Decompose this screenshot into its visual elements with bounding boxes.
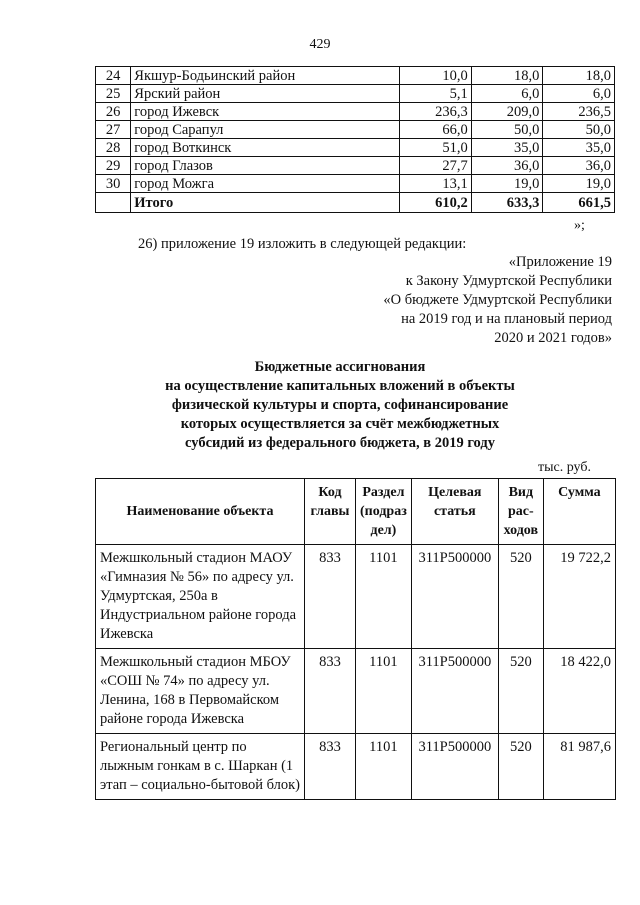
document-heading (0, 358, 640, 453)
heading-line: которых осуществляется за счёт межбюджетных (180, 416, 500, 432)
value-2019: 51,0 (400, 139, 472, 157)
municipality-name: город Глазов (131, 157, 400, 175)
value-2019: 236,3 (400, 103, 472, 121)
appendix-line: 2020 и 2021 годов» (494, 330, 612, 346)
target-cell: 311P500000 (411, 734, 498, 800)
header-section: Раздел (подраз дел) (356, 479, 412, 545)
row-number: 29 (96, 157, 131, 175)
object-name: Межшкольный стадион МБОУ «СОШ № 74» по адресу ул. Ленина, 168 в Первомайском районе города Ижевска (96, 649, 305, 734)
table-row (96, 545, 616, 649)
header-type: Вид рас- ходов (498, 479, 543, 545)
target-cell: 311P500000 (411, 649, 498, 734)
row-number: 30 (96, 175, 131, 193)
heading-line: Бюджетные ассигнования (254, 359, 426, 375)
value-2021: 50,0 (543, 121, 615, 139)
table-row (96, 139, 615, 157)
row-number: 26 (96, 103, 131, 121)
municipal-allocation-table (95, 66, 615, 213)
value-2019: 66,0 (400, 121, 472, 139)
table-row (96, 121, 615, 139)
municipality-name: Якшур-Бодьинский район (131, 67, 400, 85)
value-2020: 18,0 (471, 67, 543, 85)
table-row (96, 175, 615, 193)
type-cell: 520 (498, 734, 543, 800)
total-2019: 610,2 (400, 193, 472, 213)
type-cell: 520 (498, 545, 543, 649)
value-2020: 19,0 (471, 175, 543, 193)
section-cell: 1101 (356, 545, 412, 649)
header-target: Целевая статья (411, 479, 498, 545)
row-number: 25 (96, 85, 131, 103)
object-name: Межшкольный стадион МАОУ «Гимназия № 56» по адресу ул. Удмуртская, 250а в Индустриальном районе города Ижевска (96, 545, 305, 649)
value-2021: 19,0 (543, 175, 615, 193)
table-row (96, 157, 615, 175)
heading-line: физической культуры и спорта, софинансирование (171, 397, 509, 413)
closing-quote: »; (574, 218, 585, 233)
total-2021: 661,5 (543, 193, 615, 213)
section-cell: 1101 (356, 649, 412, 734)
appendix-line: «О бюджете Удмуртской Республики (383, 292, 612, 308)
municipality-name: город Ижевск (131, 103, 400, 121)
value-2020: 50,0 (471, 121, 543, 139)
type-cell: 520 (498, 649, 543, 734)
total-row (96, 193, 615, 213)
heading-line: на осуществление капитальных вложений в объекты (165, 378, 515, 394)
value-2020: 209,0 (471, 103, 543, 121)
table-row (96, 67, 615, 85)
municipality-name: город Сарапул (131, 121, 400, 139)
value-2020: 36,0 (471, 157, 543, 175)
value-2020: 35,0 (471, 139, 543, 157)
header-object: Наименование объекта (96, 479, 305, 545)
table-row (96, 85, 615, 103)
value-2019: 13,1 (400, 175, 472, 193)
appendix-line: «Приложение 19 (508, 254, 612, 270)
municipality-name: Ярский район (131, 85, 400, 103)
section-cell: 1101 (356, 734, 412, 800)
value-2019: 10,0 (400, 67, 472, 85)
table-row (96, 649, 616, 734)
object-name: Региональный центр по лыжным гонкам в с. Шаркан (1 этап – социально-бытовой блок) (96, 734, 305, 800)
units-label: тыс. руб. (538, 460, 591, 475)
value-2021: 236,5 (543, 103, 615, 121)
amendment-instruction: 26) приложение 19 изложить в следующей редакции: (138, 236, 467, 252)
capital-investment-table (95, 478, 616, 800)
row-number: 28 (96, 139, 131, 157)
value-2021: 36,0 (543, 157, 615, 175)
value-2021: 35,0 (543, 139, 615, 157)
value-2019: 5,1 (400, 85, 472, 103)
sum-cell: 18 422,0 (543, 649, 615, 734)
municipality-name: город Можга (131, 175, 400, 193)
sum-cell: 19 722,2 (543, 545, 615, 649)
total-2020: 633,3 (471, 193, 543, 213)
code-cell: 833 (305, 734, 356, 800)
table-row (96, 734, 616, 800)
value-2021: 6,0 (543, 85, 615, 103)
total-label: Итого (131, 193, 400, 213)
heading-line: субсидий из федерального бюджета, в 2019 году (185, 435, 495, 451)
appendix-line: к Закону Удмуртской Республики (405, 273, 612, 289)
code-cell: 833 (305, 545, 356, 649)
code-cell: 833 (305, 649, 356, 734)
header-code: Код главы (305, 479, 356, 545)
page-number: 429 (309, 37, 331, 52)
appendix-reference (383, 253, 612, 348)
value-2019: 27,7 (400, 157, 472, 175)
appendix-line: на 2019 год и на плановый период (401, 311, 612, 327)
value-2021: 18,0 (543, 67, 615, 85)
row-number: 27 (96, 121, 131, 139)
row-number: 24 (96, 67, 131, 85)
row-number (96, 193, 131, 213)
value-2020: 6,0 (471, 85, 543, 103)
header-row (96, 479, 616, 545)
sum-cell: 81 987,6 (543, 734, 615, 800)
header-sum: Сумма (543, 479, 615, 545)
table-row (96, 103, 615, 121)
municipality-name: город Воткинск (131, 139, 400, 157)
target-cell: 311P500000 (411, 545, 498, 649)
